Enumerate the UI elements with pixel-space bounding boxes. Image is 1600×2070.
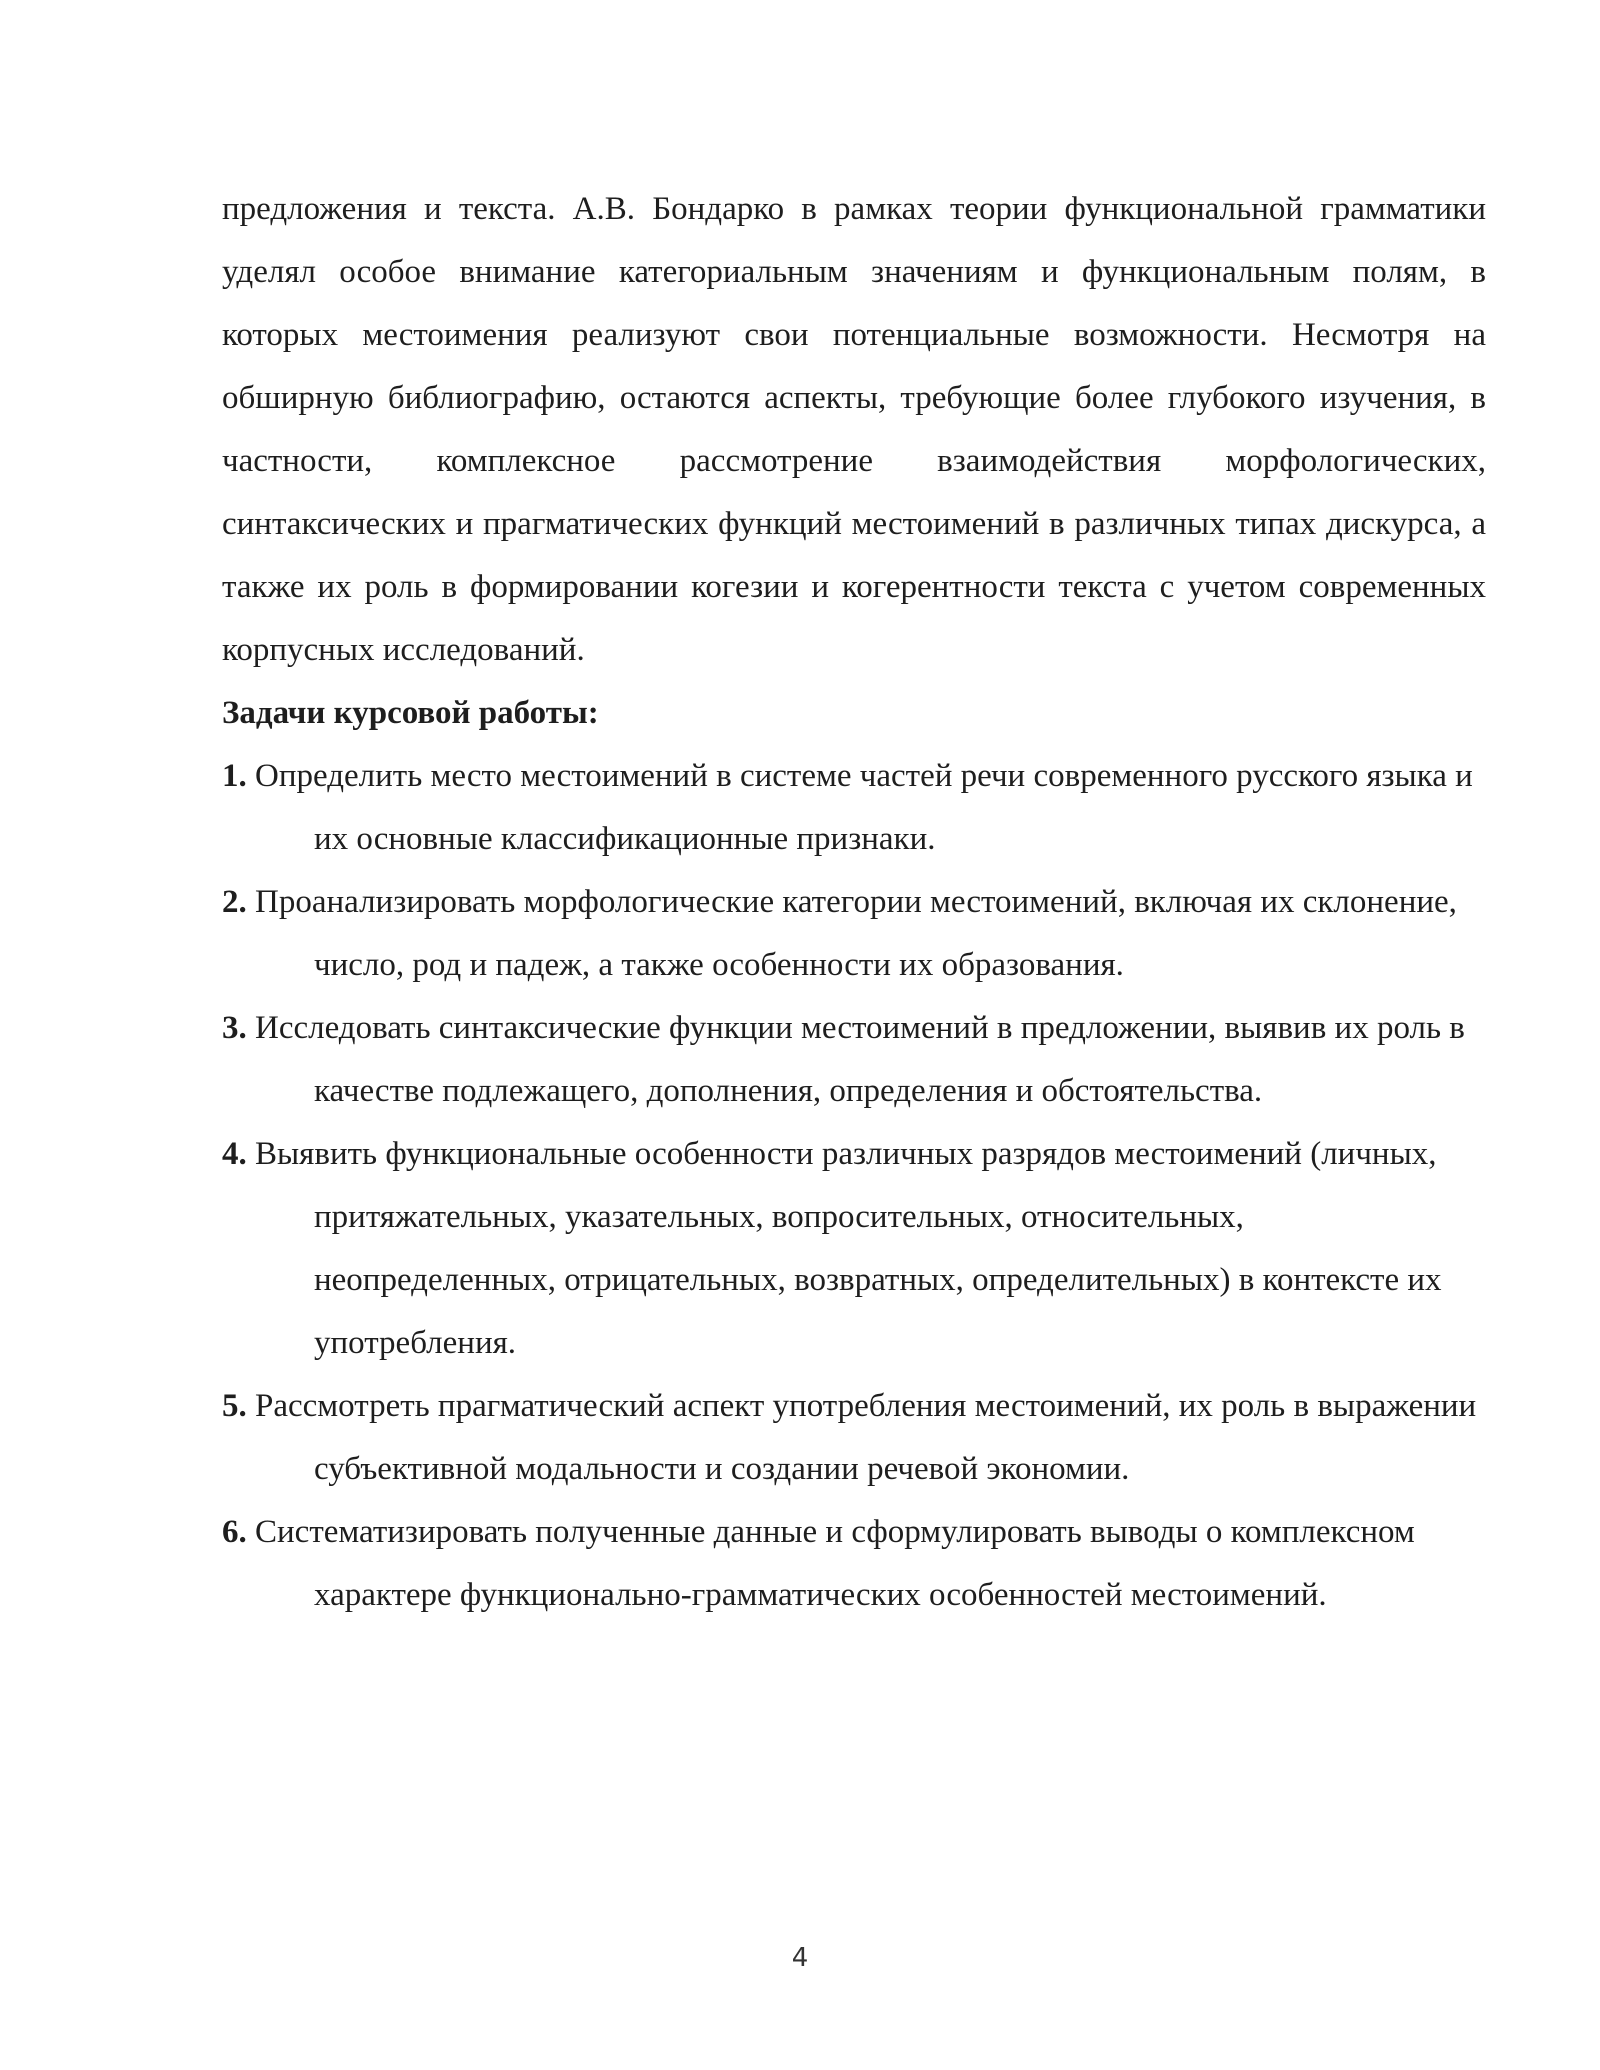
- task-text: Исследовать синтаксические функции местоимений в предложении, выявив их роль в качестве подлежащего, дополнения, определения и обстоятельства.: [255, 1010, 1465, 1109]
- task-item-4: [222, 1123, 1486, 1375]
- page-content: [222, 178, 1486, 1627]
- page-number: 4: [791, 1943, 809, 1973]
- task-number: 1.: [222, 758, 247, 794]
- task-text: Проанализировать морфологические категории местоимений, включая их склонение, число, род и падеж, а также особенности их образования.: [255, 884, 1457, 983]
- task-item-3: [222, 997, 1486, 1123]
- task-number: 4.: [222, 1136, 247, 1172]
- body-paragraph: предложения и текста. А.В. Бондарко в рамках теории функциональной грамматики уделял особое внимание категориальным значениям и функциональным полям, в которых местоимения реализуют свои потенциальные возможности. Несмотря на обширную библиографию, остаются аспекты, требующие более глубокого изучения, в частности, комплексное рассмотрение взаимодействия морфологических, синтаксических и прагматических функций местоимений в различных типах дискурса, а также их роль в формировании когезии и когерентности текста с учетом современных корпусных исследований.: [222, 191, 1486, 668]
- task-list: [222, 745, 1486, 1627]
- task-item-6: [222, 1501, 1486, 1627]
- task-number: 5.: [222, 1388, 247, 1424]
- task-number: 6.: [222, 1514, 247, 1550]
- task-item-2: [222, 871, 1486, 997]
- tasks-heading: Задачи курсовой работы:: [222, 695, 599, 731]
- task-item-5: [222, 1375, 1486, 1501]
- task-item-1: [222, 745, 1486, 871]
- task-number: 2.: [222, 884, 247, 920]
- task-text: Определить место местоимений в системе частей речи современного русского языка и их основные классификационные признаки.: [255, 758, 1473, 857]
- task-text: Систематизировать полученные данные и сформулировать выводы о комплексном характере функционально-грамматических особенностей местоимений.: [255, 1514, 1415, 1613]
- task-text: Рассмотреть прагматический аспект употребления местоимений, их роль в выражении субъективной модальности и создании речевой экономии.: [255, 1388, 1477, 1487]
- task-text: Выявить функциональные особенности различных разрядов местоимений (личных, притяжательных, указательных, вопросительных, относительных, неопределенных, отрицательных, возвратных, определительных) в контексте их употребления.: [255, 1136, 1442, 1361]
- task-number: 3.: [222, 1010, 247, 1046]
